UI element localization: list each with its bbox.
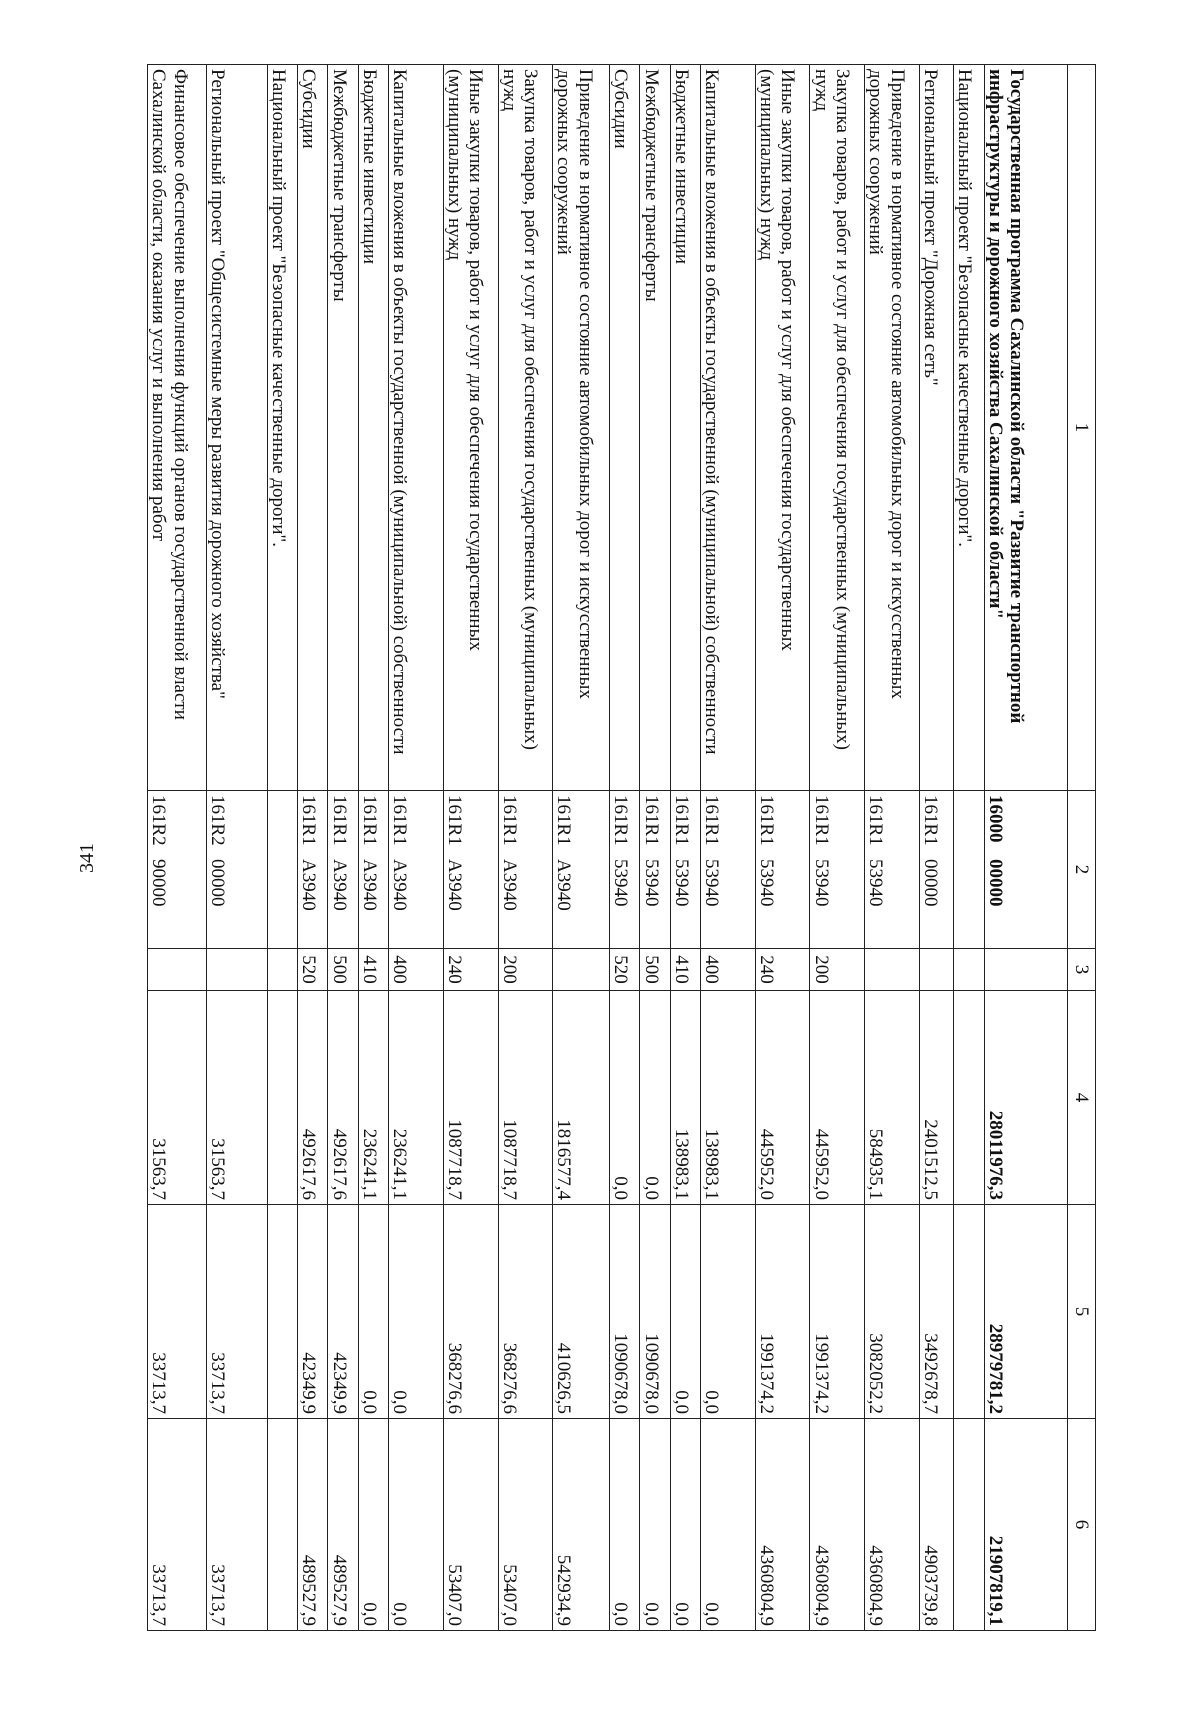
row-name: Бюджетные инвестиции bbox=[358, 65, 388, 791]
row-code bbox=[206, 791, 267, 949]
table-row bbox=[206, 65, 267, 1631]
row-code bbox=[670, 791, 700, 949]
row-name: Закупка товаров, работ и услуг для обеспечения государственных (муниципальных) нужд bbox=[810, 65, 865, 791]
table-row bbox=[498, 65, 553, 1631]
code-direction: 53940 bbox=[810, 859, 832, 907]
row-name: Бюджетные инвестиции bbox=[670, 65, 700, 791]
row-value-v5: 3082052,2 bbox=[865, 1205, 920, 1419]
row-value-v4: 492617,6 bbox=[328, 991, 358, 1205]
code-direction: 53940 bbox=[610, 859, 632, 907]
row-code bbox=[954, 791, 984, 949]
code-program: 161R1 bbox=[670, 795, 692, 846]
row-value-v5: 1090678,0 bbox=[609, 1205, 639, 1419]
row-value-v6: 0,0 bbox=[701, 1419, 756, 1631]
row-expense-type: 520 bbox=[609, 949, 639, 991]
column-header: 2 bbox=[1067, 791, 1095, 949]
row-expense-type: 410 bbox=[670, 949, 700, 991]
row-value-v6: 4360804,9 bbox=[755, 1419, 810, 1631]
row-expense-type: 410 bbox=[358, 949, 388, 991]
table-row bbox=[954, 65, 984, 1631]
row-name: Региональный проект "Дорожная сеть" bbox=[919, 65, 953, 791]
row-code bbox=[553, 791, 610, 949]
code-program: 161R1 bbox=[328, 795, 350, 846]
row-expense-type: 500 bbox=[328, 949, 358, 991]
row-name: Капитальные вложения в объекты государственной (муниципальной) собственности bbox=[389, 65, 444, 791]
row-value-v4: 584935,1 bbox=[865, 991, 920, 1205]
code-direction: A3940 bbox=[298, 859, 320, 911]
budget-table bbox=[147, 64, 1096, 1631]
row-value-v4: 0,0 bbox=[609, 991, 639, 1205]
code-program: 161R1 bbox=[389, 795, 411, 846]
table-header-row bbox=[1067, 65, 1095, 1631]
row-value-v6: 0,0 bbox=[609, 1419, 639, 1631]
code-direction: 53940 bbox=[756, 859, 778, 907]
table-row bbox=[640, 65, 670, 1631]
row-code bbox=[358, 791, 388, 949]
row-value-v6: 33713,7 bbox=[206, 1419, 267, 1631]
row-value-v6: 0,0 bbox=[389, 1419, 444, 1631]
row-code bbox=[298, 791, 328, 949]
row-value-v5: 42349,9 bbox=[328, 1205, 358, 1419]
code-direction: 90000 bbox=[148, 859, 170, 907]
row-name: Региональный проект "Общесистемные меры развития дорожного хозяйства" bbox=[206, 65, 267, 791]
table-row bbox=[984, 65, 1067, 1631]
row-value-v4: 445952,0 bbox=[755, 991, 810, 1205]
code-program: 161R2 bbox=[207, 795, 229, 846]
row-value-v6: 542934,9 bbox=[553, 1419, 610, 1631]
table-row bbox=[755, 65, 810, 1631]
code-direction: A3940 bbox=[359, 859, 381, 911]
row-value-v5: 1090678,0 bbox=[640, 1205, 670, 1419]
row-name: Государственная программа Сахалинской области "Развитие транспортной инфраструктуры и дорожного хозяйства Сахалинской области" bbox=[984, 65, 1067, 791]
code-program: 161R1 bbox=[756, 795, 778, 846]
table-row bbox=[609, 65, 639, 1631]
row-value-v6: 4360804,9 bbox=[865, 1419, 920, 1631]
row-value-v5: 33713,7 bbox=[206, 1205, 267, 1419]
row-name: Национальный проект "Безопасные качественные дороги". bbox=[267, 65, 297, 791]
row-value-v4: 1087718,7 bbox=[498, 991, 553, 1205]
page-number: 341 bbox=[76, 843, 98, 873]
code-program: 161R1 bbox=[298, 795, 320, 846]
rotated-table-container bbox=[147, 64, 1096, 1630]
row-value-v6: 21907819,1 bbox=[984, 1419, 1067, 1631]
row-value-v4: 1816577,4 bbox=[553, 991, 610, 1205]
row-code bbox=[865, 791, 920, 949]
row-value-v4 bbox=[954, 991, 984, 1205]
row-expense-type bbox=[267, 949, 297, 991]
row-code bbox=[810, 791, 865, 949]
row-value-v5: 28979781,2 bbox=[984, 1205, 1067, 1419]
row-expense-type: 400 bbox=[389, 949, 444, 991]
row-value-v5: 410626,5 bbox=[553, 1205, 610, 1419]
table-row bbox=[810, 65, 865, 1631]
row-value-v4: 0,0 bbox=[640, 991, 670, 1205]
row-name: Межбюджетные трансферты bbox=[328, 65, 358, 791]
table-row bbox=[389, 65, 444, 1631]
code-direction: 00000 bbox=[984, 859, 1006, 907]
row-value-v6: 53407,0 bbox=[498, 1419, 553, 1631]
code-program: 161R1 bbox=[444, 795, 466, 846]
code-direction: 53940 bbox=[640, 859, 662, 907]
code-program: 161R1 bbox=[640, 795, 662, 846]
code-program: 161R1 bbox=[920, 795, 942, 846]
row-value-v5 bbox=[954, 1205, 984, 1419]
row-expense-type bbox=[553, 949, 610, 991]
row-expense-type bbox=[984, 949, 1067, 991]
code-direction: 53940 bbox=[670, 859, 692, 907]
row-value-v6: 0,0 bbox=[358, 1419, 388, 1631]
table-row bbox=[553, 65, 610, 1631]
row-value-v6: 4360804,9 bbox=[810, 1419, 865, 1631]
row-value-v6: 489527,9 bbox=[328, 1419, 358, 1631]
table-row bbox=[298, 65, 328, 1631]
row-value-v5 bbox=[267, 1205, 297, 1419]
code-direction: 00000 bbox=[920, 859, 942, 907]
row-value-v4: 445952,0 bbox=[810, 991, 865, 1205]
row-value-v5: 0,0 bbox=[389, 1205, 444, 1419]
row-name: Приведение в нормативное состояние автомобильных дорог и искусственных дорожных сооружений bbox=[553, 65, 610, 791]
row-expense-type bbox=[148, 949, 207, 991]
row-expense-type: 240 bbox=[755, 949, 810, 991]
row-name: Иные закупки товаров, работ и услуг для обеспечения государственных (муниципальных) нужд bbox=[443, 65, 498, 791]
row-code bbox=[609, 791, 639, 949]
row-name: Финансовое обеспечение выполнения функций органов государственной власти Сахалинской области, оказания услуг и выполнения работ bbox=[148, 65, 207, 791]
table-row bbox=[358, 65, 388, 1631]
row-code bbox=[919, 791, 953, 949]
row-value-v6 bbox=[267, 1419, 297, 1631]
table-row bbox=[670, 65, 700, 1631]
row-expense-type: 520 bbox=[298, 949, 328, 991]
row-expense-type: 200 bbox=[498, 949, 553, 991]
table-row bbox=[919, 65, 953, 1631]
column-header: 4 bbox=[1067, 991, 1095, 1205]
row-code bbox=[443, 791, 498, 949]
row-value-v5: 368276,6 bbox=[443, 1205, 498, 1419]
row-expense-type bbox=[919, 949, 953, 991]
code-direction: 53940 bbox=[865, 859, 887, 907]
row-value-v5: 0,0 bbox=[358, 1205, 388, 1419]
column-header: 5 bbox=[1067, 1205, 1095, 1419]
row-value-v4: 138983,1 bbox=[670, 991, 700, 1205]
code-program: 161R1 bbox=[498, 795, 520, 846]
table-row bbox=[865, 65, 920, 1631]
row-value-v5: 368276,6 bbox=[498, 1205, 553, 1419]
column-header: 6 bbox=[1067, 1419, 1095, 1631]
row-value-v4 bbox=[267, 991, 297, 1205]
column-header: 3 bbox=[1067, 949, 1095, 991]
row-name: Приведение в нормативное состояние автомобильных дорог и искусственных дорожных сооружений bbox=[865, 65, 920, 791]
row-expense-type bbox=[206, 949, 267, 991]
row-value-v6: 33713,7 bbox=[148, 1419, 207, 1631]
row-code bbox=[498, 791, 553, 949]
table-row bbox=[443, 65, 498, 1631]
row-name: Иные закупки товаров, работ и услуг для обеспечения государственных (муниципальных) нужд bbox=[755, 65, 810, 791]
code-program: 161R1 bbox=[865, 795, 887, 846]
code-program: 161R1 bbox=[810, 795, 832, 846]
code-program: 161R1 bbox=[359, 795, 381, 846]
row-code bbox=[640, 791, 670, 949]
row-value-v5: 0,0 bbox=[670, 1205, 700, 1419]
row-value-v4: 28011976,3 bbox=[984, 991, 1067, 1205]
table-row bbox=[148, 65, 207, 1631]
row-value-v5: 42349,9 bbox=[298, 1205, 328, 1419]
row-value-v4: 138983,1 bbox=[701, 991, 756, 1205]
code-direction: A3940 bbox=[498, 859, 520, 911]
row-value-v6: 0,0 bbox=[670, 1419, 700, 1631]
column-header: 1 bbox=[1067, 65, 1095, 791]
row-name: Субсидии bbox=[298, 65, 328, 791]
row-expense-type bbox=[865, 949, 920, 991]
row-value-v4: 492617,6 bbox=[298, 991, 328, 1205]
code-direction: A3940 bbox=[444, 859, 466, 911]
row-expense-type: 500 bbox=[640, 949, 670, 991]
row-expense-type: 400 bbox=[701, 949, 756, 991]
row-value-v5: 0,0 bbox=[701, 1205, 756, 1419]
row-value-v6: 489527,9 bbox=[298, 1419, 328, 1631]
row-value-v4: 236241,1 bbox=[389, 991, 444, 1205]
row-name: Закупка товаров, работ и услуг для обеспечения государственных (муниципальных) нужд bbox=[498, 65, 553, 791]
table-row bbox=[267, 65, 297, 1631]
code-program: 161R1 bbox=[553, 795, 575, 846]
code-direction: A3940 bbox=[389, 859, 411, 911]
code-direction: A3940 bbox=[328, 859, 350, 911]
row-value-v5: 33713,7 bbox=[148, 1205, 207, 1419]
row-value-v5: 1991374,2 bbox=[755, 1205, 810, 1419]
row-code bbox=[701, 791, 756, 949]
row-value-v4: 2401512,5 bbox=[919, 991, 953, 1205]
code-direction: A3940 bbox=[553, 859, 575, 911]
row-value-v4: 1087718,7 bbox=[443, 991, 498, 1205]
row-code bbox=[328, 791, 358, 949]
row-expense-type: 200 bbox=[810, 949, 865, 991]
code-program: 161R1 bbox=[610, 795, 632, 846]
table-row bbox=[328, 65, 358, 1631]
row-code bbox=[984, 791, 1067, 949]
row-value-v4: 236241,1 bbox=[358, 991, 388, 1205]
budget-table-body bbox=[148, 65, 1096, 1631]
row-value-v6 bbox=[954, 1419, 984, 1631]
row-expense-type: 240 bbox=[443, 949, 498, 991]
row-value-v6: 53407,0 bbox=[443, 1419, 498, 1631]
code-program: 16000 bbox=[984, 795, 1006, 843]
row-value-v5: 1991374,2 bbox=[810, 1205, 865, 1419]
row-code bbox=[389, 791, 444, 949]
row-code bbox=[148, 791, 207, 949]
row-name: Субсидии bbox=[609, 65, 639, 791]
code-direction: 53940 bbox=[701, 859, 723, 907]
row-name: Национальный проект "Безопасные качественные дороги". bbox=[954, 65, 984, 791]
row-code bbox=[755, 791, 810, 949]
code-program: 161R1 bbox=[701, 795, 723, 846]
table-row bbox=[701, 65, 756, 1631]
row-value-v6: 0,0 bbox=[640, 1419, 670, 1631]
row-value-v6: 4903739,8 bbox=[919, 1419, 953, 1631]
row-value-v4: 31563,7 bbox=[148, 991, 207, 1205]
row-name: Межбюджетные трансферты bbox=[640, 65, 670, 791]
row-name: Капитальные вложения в объекты государственной (муниципальной) собственности bbox=[701, 65, 756, 791]
row-value-v4: 31563,7 bbox=[206, 991, 267, 1205]
code-program: 161R2 bbox=[148, 795, 170, 846]
row-value-v5: 3492678,7 bbox=[919, 1205, 953, 1419]
row-expense-type bbox=[954, 949, 984, 991]
row-code bbox=[267, 791, 297, 949]
code-direction: 00000 bbox=[207, 859, 229, 907]
